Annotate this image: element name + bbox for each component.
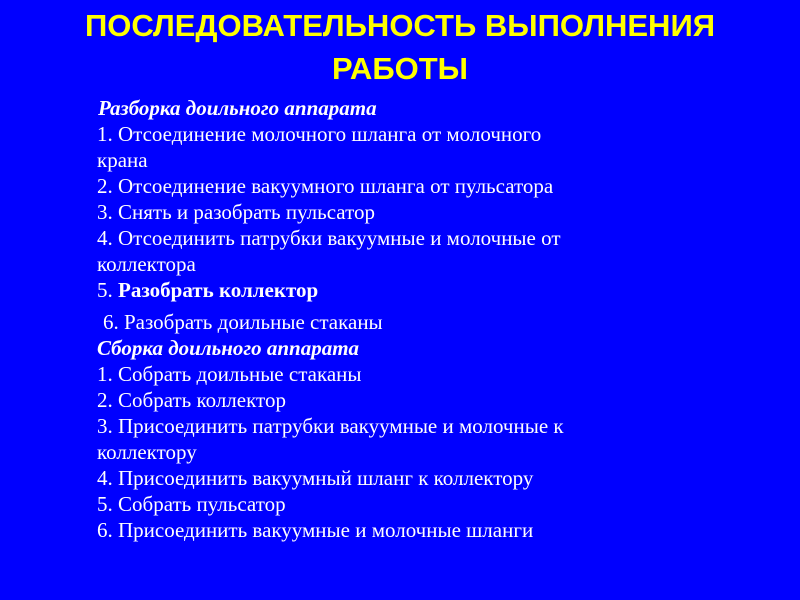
disassembly-step-3: 3. Снять и разобрать пульсатор [97, 200, 375, 224]
disassembly-step-6: 6. Разобрать доильные стаканы [103, 310, 383, 334]
slide-title [0, 4, 800, 90]
slide-title-line-2: РАБОТЫ [331, 51, 469, 86]
assembly-step-4: 4. Присоединить вакуумный шланг к коллектору [97, 466, 534, 490]
disassembly-step-2: 2. Отсоединение вакуумного шланга от пульсатора [97, 174, 554, 198]
assembly-step-1: 1. Собрать доильные стаканы [97, 362, 362, 386]
assembly-step-3-line-1: 3. Присоединить патрубки вакуумные и молочные к [97, 414, 564, 438]
assembly-step-6: 6. Присоединить вакуумные и молочные шланги [97, 518, 534, 542]
slide-title-line-1: ПОСЛЕДОВАТЕЛЬНОСТЬ ВЫПОЛНЕНИЯ [84, 8, 716, 43]
disassembly-step-4-line-2: коллектора [97, 252, 196, 276]
assembly-step-5: 5. Собрать пульсатор [97, 492, 286, 516]
disassembly-step-1-line-2: крана [97, 148, 148, 172]
disassembly-heading: Разборка доильного аппарата [98, 96, 377, 120]
disassembly-step-1-line-1: 1. Отсоединение молочного шланга от молочного [97, 122, 542, 146]
disassembly-step-5 [97, 277, 777, 303]
disassembly-step-5-text: Разобрать коллектор [118, 278, 319, 302]
assembly-step-3-line-2: коллектору [97, 440, 197, 464]
assembly-heading: Сборка доильного аппарата [97, 336, 360, 360]
disassembly-step-4-line-1: 4. Отсоединить патрубки вакуумные и молочные от [97, 226, 561, 250]
disassembly-step-5-number: 5. [97, 278, 118, 302]
slide-body [97, 95, 777, 543]
assembly-step-2: 2. Собрать коллектор [97, 388, 286, 412]
